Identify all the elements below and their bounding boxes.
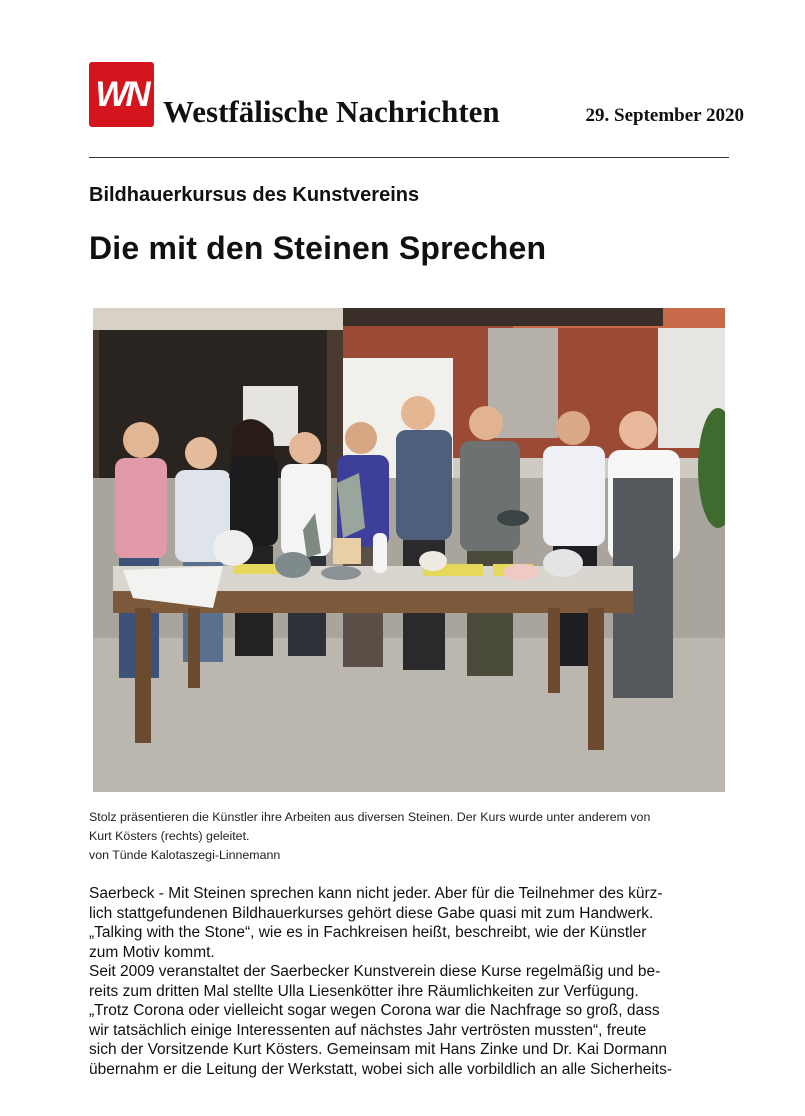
group-photo-illustration (93, 308, 725, 792)
body-line: „Trotz Corona oder vielleicht sogar wegen Corona war die Nachfrage so groß, dass (89, 1002, 660, 1019)
body-line: „Talking with the Stone“, wie es in Fachkreisen heißt, beschreibt, wie der Künstler (89, 924, 647, 941)
body-line: Saerbeck - Mit Steinen sprechen kann nicht jeder. Aber für die Teilnehmer des kürz- (89, 885, 663, 902)
caption-line: Stolz präsentieren die Künstler ihre Arbeiten aus diversen Steinen. Der Kurs wurde unter anderem von (89, 810, 651, 824)
body-line: sich der Vorsitzende Kurt Kösters. Gemeinsam mit Hans Zinke und Dr. Kai Dormann (89, 1041, 668, 1058)
wn-logo (89, 62, 154, 127)
masthead (89, 62, 744, 132)
publication-date: 29. September 2020 (585, 105, 744, 126)
article-kicker: Bildhauerkursus des Kunstvereins (89, 184, 420, 206)
body-line: übernahm er die Leitung der Werkstatt, wobei sich alle vorbildlich an alle Sicherheits- (89, 1060, 672, 1078)
photo-caption (89, 808, 749, 865)
body-line: zum Motiv kommt. (89, 943, 215, 961)
caption-line: Kurt Kösters (rechts) geleitet. (89, 829, 250, 843)
newspaper-name: Westfälische Nachrichten (163, 94, 500, 129)
body-line: wir tatsächlich einige Interessenten auf nächstes Jahr vertrösten mussten“, freute (89, 1021, 647, 1039)
body-line: lich stattgefundenen Bildhauerkurses gehört diese Gabe quasi mit zum Handwerk. (89, 904, 654, 922)
logo-text: WN (95, 74, 148, 114)
byline: von Tünde Kalotaszegi-Linnemann (89, 848, 281, 862)
header-divider (89, 157, 729, 158)
article-photo (93, 308, 725, 792)
body-line: Seit 2009 veranstaltet der Saerbecker Kunstverein diese Kurse regelmäßig und be- (89, 963, 661, 980)
article-body (89, 884, 739, 1079)
article-headline: Die mit den Steinen Sprechen (89, 230, 547, 266)
body-line: reits zum dritten Mal stellte Ulla Liesenkötter ihre Räumlichkeiten zur Verfügung. (89, 982, 639, 1000)
